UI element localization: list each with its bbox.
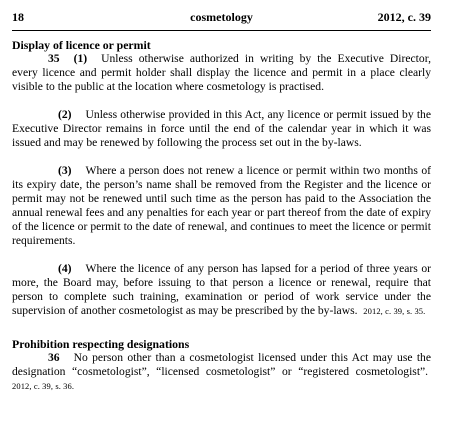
section-35-subsection-2 (12, 108, 431, 150)
subsection-1-number: (1) (73, 52, 88, 65)
subsection-3-number: (3) (58, 164, 72, 177)
subsection-2-text: Unless otherwise provided in this Act, any licence or permit issued by the Executive Director remains in force until the end of the calendar year in which it was issued and may be renewed by following the process set out in the by-laws. (12, 108, 431, 149)
document-page (12, 10, 431, 393)
page-number: 18 (12, 10, 24, 24)
section-36-history-note: 2012, c. 39, s. 36. (12, 381, 75, 391)
section-36-heading: Prohibition respecting designations (12, 337, 190, 351)
section-35-history-note: 2012, c. 39, s. 35. (363, 306, 426, 316)
section-36-paragraph (12, 351, 431, 393)
subsection-3-text: Where a person does not renew a licence or permit within two months of its expiry date, the person’s name shall be removed from the Register and the licence or permit may not be renewed until such time as the person has paid to the Association the annual renewal fees and any penalties for each year or part thereof from the date of expiry of the licence or permit to the date of renewal, and continues to meet the licence or permit requirements. (12, 164, 431, 247)
section-35-subsection-1 (12, 52, 431, 94)
running-citation: 2012, c. 39 (377, 10, 431, 24)
running-header (12, 10, 431, 26)
subsection-1-text: Unless otherwise authorized in writing by the Executive Director, every licence and permit holder shall display the licence and permit in a place clearly visible to the public at the location where cosmetology is practised. (12, 52, 431, 93)
section-35-heading: Display of licence or permit (12, 38, 151, 52)
header-rule (12, 30, 431, 31)
section-35-subsection-4 (12, 262, 431, 318)
section-35-subsection-3 (12, 164, 431, 248)
subsection-4-text: Where the licence of any person has lapsed for a period of three years or more, the Board may, before issuing to that person a licence or renewal, require that person to complete such training, examination or period of work service under the supervision of another cosmetologist as may be prescribed by the by-laws. (12, 262, 431, 317)
section-35-number: 35 (48, 52, 60, 65)
section-36-text: No person other than a cosmetologist licensed under this Act may use the designation “cosmetologist”, “licensed cosmetologist” or “registered cosmetologist”. (12, 351, 431, 378)
running-title: cosmetology (190, 10, 253, 24)
section-36-number: 36 (48, 351, 60, 364)
subsection-4-number: (4) (58, 262, 72, 275)
subsection-2-number: (2) (58, 108, 72, 121)
